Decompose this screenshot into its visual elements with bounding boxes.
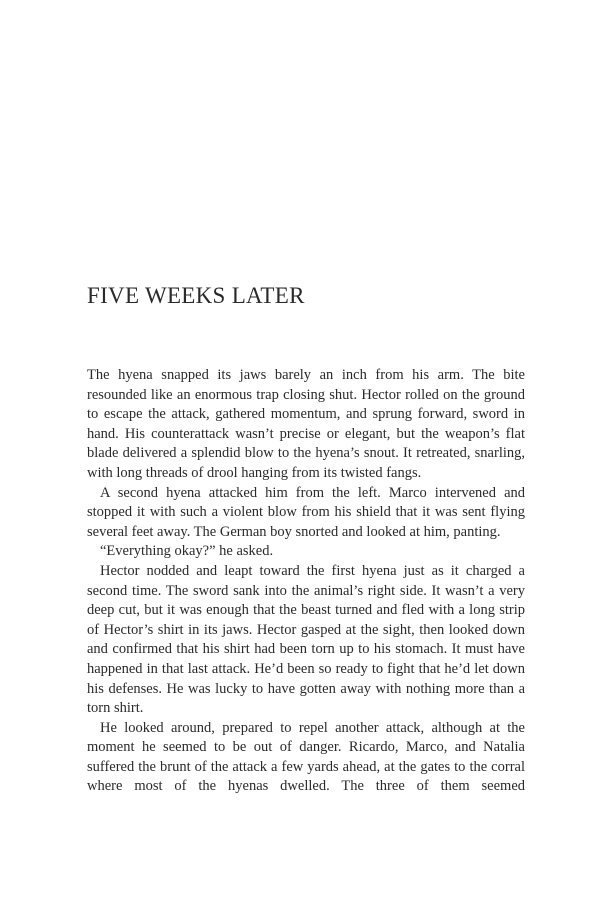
paragraph-4: Hector nodded and leapt toward the first hyena just as it charged a second time. The sword sank into the animal’s right side. It wasn’t a very deep cut, but it was enough that the beast turned and fled with a long strip of Hector’s shirt in its jaws. Hector gasped at the sight, then looked down and confirmed that his shirt had been torn up to his stomach. It must have happened in that last attack. He’d been so ready to fight that he’d let down his defenses. He was lucky to have gotten away with nothing more than a torn shirt. [87,562,525,717]
paragraph-1: The hyena snapped its jaws barely an inch from his arm. The bite resounded like an enormous trap closing shut. Hector rolled on the ground to escape the attack, gathered momentum, and sprung forward, sword in hand. His counterattack wasn’t precise or elegant, but the weapon’s flat blade delivered a splendid blow to the hyena’s snout. It retreated, snarling, with long threads of drool hanging from its twisted fangs. [87,367,525,481]
paragraph-5: He looked around, prepared to repel another attack, although at the moment he seemed to be out of danger. Ricardo, Marco, and Natalia suffered the brunt of the attack a few yards ahead, at the gates to the corral where most of the hyenas dwelled. The three of them seemed [87,719,525,795]
paragraph-2: A second hyena attacked him from the left. Marco intervened and stopped it with such a violent blow from his shield that it was sent flying several feet away. The German boy snorted and looked at him, panting. [87,484,525,540]
chapter-title: FIVE WEEKS LATER [87,283,305,308]
chapter-body [87,366,525,797]
paragraph-3: “Everything okay?” he asked. [100,543,274,560]
